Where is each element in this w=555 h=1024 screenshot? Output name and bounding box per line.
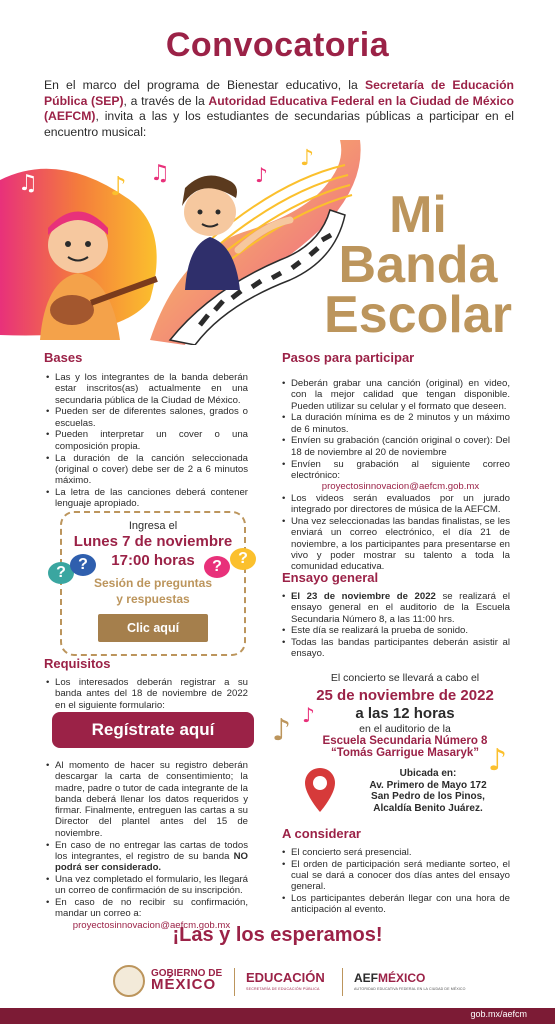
aef-mexico-text: MÉXICO (378, 971, 426, 985)
qa-time: 17:00 horas (111, 552, 195, 569)
list-item (282, 516, 510, 572)
intro-paragraph (44, 78, 514, 140)
list-item (282, 412, 510, 435)
list-item (282, 625, 510, 636)
list-item-text: Deberán grabar una canción (original) en video, con la mejor calidad que tengan disponible. Pueden utilizar su celular y el formato que deseen. (291, 378, 510, 412)
concert-school: Escuela Secundaria Número 8 (322, 735, 488, 747)
list-item-text: Envíen su grabación (canción original o cover): Del 18 de noviembre al 20 de noviembre (291, 435, 510, 458)
logo-divider (234, 968, 235, 996)
list-item-text: Una vez completado el formulario, les llegará un correo de confirmación de su inscripción. (55, 873, 248, 897)
considerar-list (282, 847, 510, 916)
list-item-text: En caso de no recibir su confirmación, mandar un correo a: (55, 897, 248, 920)
event-title-line-1: Mi (389, 186, 447, 244)
music-note-icon (488, 742, 514, 776)
intro-aefcm: Autoridad Educativa Federal en la Ciudad de México (AEFCM) (44, 93, 514, 123)
considerar-heading: A considerar (282, 826, 361, 841)
svg-text:♪: ♪ (110, 172, 127, 202)
list-item-text: Los videos serán evaluados por un jurado integrado por directores de música de la AEFCM. (291, 492, 510, 516)
gobierno-logo (151, 968, 223, 993)
list-item (282, 459, 510, 493)
concert-intro: El concierto se llevará a cabo el (330, 672, 480, 684)
list-item-bold: NO podrá ser considerado. (55, 850, 248, 874)
event-title-line-3: Escolar (324, 286, 512, 344)
list-item-text: La duración mínima es de 2 minutos y un máximo de 6 minutos. (291, 412, 510, 435)
list-item-text: Todas las bandas participantes deberán asistir al ensayo. (291, 637, 510, 660)
svg-text:♪: ♪ (255, 163, 268, 187)
intro-sep: Secretaría de Educación Pública (SEP) (44, 78, 514, 108)
list-item: • Los participantes deberán llegar con una hora de anticipación al evento. (282, 893, 510, 916)
list-item (282, 493, 510, 516)
concert-school-name: “Tomás Garrigue Masaryk” (330, 747, 480, 759)
concert-place: en el auditorio de la (359, 723, 451, 735)
intro-text-3: , invita a las y los estudiantes de secundarias públicas a participar en el encuentro musical: (44, 109, 514, 139)
aef-logo (354, 971, 425, 985)
list-item: • Las y los integrantes de la banda deberán estar inscritos(as) actualmente en una secundaria pública de la Ciudad de México. (46, 372, 248, 406)
requisitos-list-top (46, 677, 248, 711)
pasos-heading: Pasos para participar (282, 350, 415, 365)
footer (0, 960, 555, 1024)
question-bubble-icon: ? (204, 556, 230, 578)
question-bubble-icon: ? (230, 548, 256, 570)
list-item (282, 591, 510, 625)
footer-url[interactable]: gob.mx/aefcm (470, 1009, 527, 1019)
email-link[interactable]: proyectosinnovacion@aefcm.gob.mx (72, 919, 231, 931)
concert-time: a las 12 horas (355, 705, 455, 722)
page-title: Convocatoria (165, 26, 390, 64)
list-item-text: Envíen su grabación al siguiente correo electrónico: (291, 458, 510, 481)
intro-text-2: , a través de la (123, 93, 209, 108)
list-item: • El concierto será presencial. (282, 847, 510, 858)
list-item-text: En caso de no entregar las cartas de todos los integrantes, el registro de su banda (55, 839, 248, 862)
qa-session-box (60, 511, 246, 656)
address-line-3: Alcaldía Benito Juárez. (373, 802, 483, 814)
address-block (368, 768, 488, 814)
footer-logos (0, 960, 555, 1010)
closing-message: ¡Las y los esperamos! (172, 924, 383, 946)
qa-session-title (62, 575, 244, 607)
qa-ingresa-label: Ingresa el (128, 520, 178, 532)
gobierno-line-1: GOBIERNO DE (151, 968, 223, 979)
email-link[interactable]: proyectosinnovacion@aefcm.gob.mx (321, 481, 480, 493)
address-label: Ubicada en: (399, 768, 457, 779)
svg-text:♪: ♪ (488, 743, 508, 776)
list-item-text: Al momento de hacer su registro deberán descargar la carta de consentimiento; la madre, padre o tutor de cada integrante de la banda deberá llenar los datos requeridos y firmar. Finalmente, entreguen las cartas a su Director del plantel antes del 15 de noviembre. (55, 760, 248, 839)
list-item (46, 874, 248, 897)
svg-text:♪: ♪ (302, 703, 315, 726)
ensayo-heading: Ensayo general (282, 570, 379, 585)
pasos-list (282, 378, 510, 573)
list-item: • El orden de participación será mediante sorteo, el cual se dará a conocer dos días antes del ensayo general. (282, 859, 510, 893)
list-item (282, 435, 510, 458)
list-item: • La letra de las canciones deberá contener lenguaje apropiado. (46, 487, 248, 510)
list-item (282, 378, 510, 412)
music-note-icon (302, 702, 318, 726)
gobierno-line-2: MÉXICO (151, 976, 217, 993)
eagle-seal-icon (113, 965, 145, 997)
ensayo-list (282, 591, 510, 660)
aef-text: AEF (354, 971, 378, 985)
location-pin-icon (303, 766, 337, 814)
event-title-line-2: Banda (338, 236, 498, 294)
list-item (282, 637, 510, 660)
qa-session-line-2: y respuestas (116, 592, 190, 606)
list-item (46, 840, 248, 874)
qa-date: Lunes 7 de noviembre (73, 533, 233, 550)
concert-date: 25 de noviembre de 2022 (316, 687, 494, 704)
address-line-1: Av. Primero de Mayo 172 (369, 779, 487, 791)
list-item-bold: El 23 de noviembre de 2022 (291, 591, 436, 602)
bases-list (46, 372, 248, 510)
requisitos-list-bottom (46, 760, 248, 931)
list-item-text: Una vez seleccionadas las bandas finalistas, se les enviará un correo electrónico, el día 21 de noviembre, a los participantes para presentarse en vivo y poder mostrar su talento a toda la comunidad educativa. (291, 516, 510, 573)
question-bubble-icon: ? (70, 554, 96, 576)
list-item-text: se realizará el ensayo general en el auditorio de la Escuela Secundaria Número 8, a las 11:00 hrs. (291, 591, 510, 625)
bases-heading: Bases (44, 350, 83, 365)
svg-text:♪: ♪ (300, 146, 315, 171)
address-line-2: San Pedro de los Pinos, (371, 791, 485, 802)
list-item: • Los interesados deberán registrar a su banda antes del 18 de noviembre de 2022 en el siguiente formulario: (46, 677, 248, 711)
educacion-subtitle: SECRETARÍA DE EDUCACIÓN PÚBLICA (246, 987, 320, 991)
music-note-icon (272, 712, 298, 746)
logo-divider (342, 968, 343, 996)
list-item: • Pueden interpretar un cover o una composición propia. (46, 429, 248, 452)
register-button[interactable]: Regístrate aquí (52, 712, 254, 748)
list-item: • Pueden ser de diferentes salones, grados o escuelas. (46, 406, 248, 429)
requisitos-heading: Requisitos (44, 656, 111, 671)
qa-session-line-1: Sesión de preguntas (93, 576, 213, 590)
svg-text:♪: ♪ (272, 713, 292, 746)
list-item-text: Este día se realizará la prueba de sonido. (291, 625, 469, 637)
svg-text:♫: ♫ (150, 161, 170, 186)
event-title (308, 186, 528, 344)
list-item (46, 760, 248, 839)
list-item: • La duración de la canción seleccionada (original o cover) debe ser de 2 a 6 minutos máximo. (46, 453, 248, 487)
question-bubble-icon: ? (48, 562, 74, 584)
svg-text:♫: ♫ (18, 171, 38, 196)
concert-info (300, 672, 510, 759)
click-here-button[interactable]: Clic aquí (98, 614, 208, 642)
intro-text-1: En el marco del programa de Bienestar educativo, la (44, 78, 365, 92)
educacion-logo: EDUCACIÓN (246, 970, 325, 985)
aef-subtitle: AUTORIDAD EDUCATIVA FEDERAL EN LA CIUDAD DE MÉXICO (354, 987, 466, 991)
